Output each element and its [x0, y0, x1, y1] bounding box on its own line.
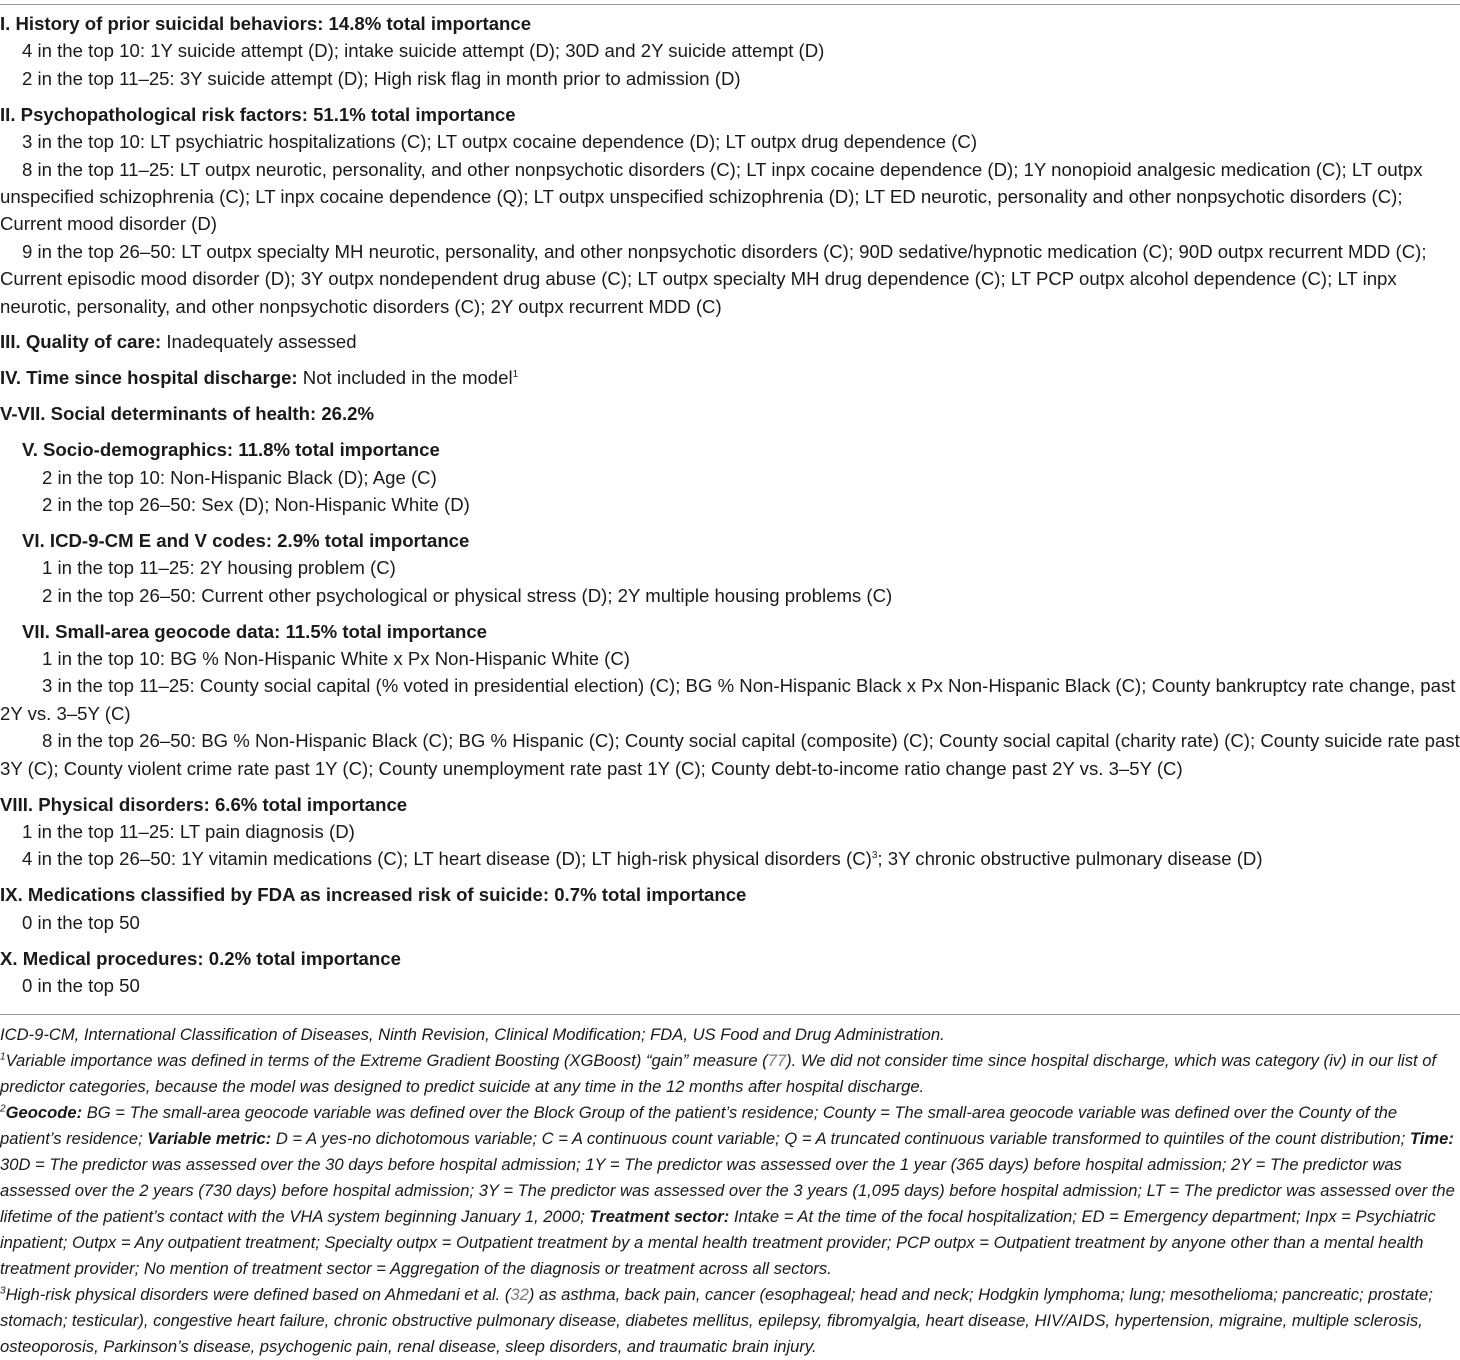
section-7-line: 1 in the top 10: BG % Non-Hispanic White x Px Non-Hispanic White (C)	[42, 648, 630, 670]
footnote-3-mark: 3	[0, 1285, 6, 1297]
table-body	[0, 10, 1460, 1008]
footnote-1-mark: 1	[0, 1051, 6, 1063]
footnote-3-text: ) as asthma, back pain, cancer (esophageal; head and neck; Hodgkin lymphoma; lung; mesothelioma; pancreatic; prostate; stomach; testicular), congestive heart failure, chronic obstructive pulmonary disease, diabetes mellitus, epilepsy, fibromyalgia, heart disease, HIV/AIDS, hypertension, migraine, multiple sclerosis, osteoporosis, Parkinson’s disease, psychogenic pain, renal disease, sleep disorders, and traumatic brain injury.	[0, 1285, 1433, 1356]
section-6-line: 1 in the top 11–25: 2Y housing problem (C)	[42, 557, 396, 579]
section-1-header: I. History of prior suicidal behaviors: 14.8% total importance	[0, 13, 532, 34]
section-9	[0, 881, 1460, 936]
section-5-line: 2 in the top 26–50: Sex (D); Non-Hispanic White (D)	[42, 494, 470, 515]
section-2-line: 9 in the top 26–50: LT outpx specialty MH neurotic, personality, and other nonpsychotic disorders (C); 90D sedative/hypnotic medication (C); 90D outpx recurrent MDD (C); Current episodic mood disorder (D); 3Y outpx nondependent drug abuse (C); LT outpx specialty MH drug dependence (C); LT PCP outpx alcohol dependence (C); LT inpx neurotic, personality, and other nonpsychotic disorders (C); 2Y outpx recurrent MDD (C)	[0, 240, 1427, 317]
top-rule	[0, 4, 1460, 5]
metric-label: Variable metric:	[147, 1129, 272, 1148]
footnote-3	[0, 1282, 1460, 1360]
section-8-line	[22, 845, 1460, 872]
section-8	[0, 791, 1460, 873]
footnote-1-text: ). We did not consider time since hospital discharge, which was category (iv) in our list of predictor categories, because the model was designed to predict suicide at any time in the 12 months after hospital discharge.	[0, 1051, 1437, 1096]
metric-text: D = A yes-no dichotomous variable; C = A continuous count variable; Q = A truncated continuous variable transformed to quintiles of the count distribution;	[271, 1129, 1410, 1148]
section-1-line: 2 in the top 11–25: 3Y suicide attempt (D); High risk flag in month prior to admission (D)	[22, 67, 741, 89]
citation-link[interactable]: 77	[767, 1051, 787, 1070]
section-7-line: 8 in the top 26–50: BG % Non-Hispanic Black (C); BG % Hispanic (C); County social capital (composite) (C); County social capital (charity rate) (C); County suicide rate past 3Y (C); County violent crime rate past 1Y (C); County unemployment rate past 1Y (C); County debt-to-income ratio change past 2Y vs. 3–5Y (C)	[0, 730, 1460, 779]
sector-text: Intake = At the time of the focal hospitalization; ED = Emergency department; Inpx = Psychiatric inpatient; Outpx = Any outpatient treatment; Specialty outpx = Outpatient treatment by a mental health treatment provider; PCP outpx = Outpatient treatment by anyone other than a mental health treatment provider; No mention of treatment sector = Aggregation of the diagnosis or treatment across all sectors.	[0, 1207, 1436, 1278]
section-8-line-part: ; 3Y chronic obstructive pulmonary disease (D)	[877, 848, 1263, 870]
section-8-line-part: 4 in the top 26–50: 1Y vitamin medications (C); LT heart disease (D); LT high-risk physical disorders (C)	[22, 848, 872, 870]
section-6-line: 2 in the top 26–50: Current other psychological or physical stress (D); 2Y multiple housing problems (C)	[42, 584, 893, 606]
geocode-label: Geocode:	[5, 1103, 83, 1122]
time-label: Time:	[1409, 1129, 1454, 1148]
section-6-header: VI. ICD-9-CM E and V codes: 2.9% total importance	[22, 529, 470, 551]
footnotes	[0, 1022, 1460, 1360]
section-1	[0, 10, 1460, 92]
section-10	[0, 945, 1460, 1000]
section-2	[0, 101, 1460, 320]
section-6	[22, 527, 1460, 609]
section-2-line: 3 in the top 10: LT psychiatric hospitalizations (C); LT outpx cocaine dependence (D); LT outpx drug dependence (C)	[22, 131, 978, 153]
section-7-line: 3 in the top 11–25: County social capital (% voted in presidential election) (C); BG % Non-Hispanic Black x Px Non-Hispanic Black (C); County bankruptcy rate change, past 2Y vs. 3–5Y (C)	[0, 675, 1456, 724]
sector-label: Treatment sector:	[589, 1207, 730, 1226]
footnote-2-mark: 2	[0, 1103, 6, 1115]
section-2-line: 8 in the top 11–25: LT outpx neurotic, personality, and other nonpsychotic disorders (C); LT inpx cocaine dependence (D); 1Y nonopioid analgesic medication (C); LT outpx unspecified schizophrenia (C); LT inpx cocaine dependence (Q); LT outpx unspecified schizophrenia (D); LT ED neurotic, personality and other nonpsychotic disorders (C); Current mood disorder (D)	[0, 158, 1423, 235]
section-7-header: VII. Small-area geocode data: 11.5% total importance	[22, 620, 487, 642]
section-5-7-header: V-VII. Social determinants of health: 26.2%	[0, 403, 375, 425]
footnote-rule	[0, 1014, 1460, 1015]
section-8-header: VIII. Physical disorders: 6.6% total importance	[0, 793, 408, 815]
section-3-header: III. Quality of care:	[0, 331, 162, 353]
section-5-header: V. Socio-demographics: 11.8% total importance	[22, 439, 440, 461]
section-4-header: IV. Time since hospital discharge:	[0, 367, 298, 389]
section-3-value: Inadequately assessed	[166, 331, 357, 353]
footnote-1-marker: 1	[512, 369, 519, 381]
section-2-header: II. Psychopathological risk factors: 51.1% total importance	[0, 103, 516, 125]
section-8-line: 1 in the top 11–25: LT pain diagnosis (D)	[22, 820, 355, 842]
section-9-header: IX. Medications classified by FDA as increased risk of suicide: 0.7% total importance	[0, 884, 747, 906]
section-5	[22, 436, 1460, 518]
section-3	[0, 328, 1460, 355]
section-9-line: 0 in the top 50	[22, 911, 140, 933]
footnote-2	[0, 1100, 1460, 1282]
section-4	[0, 364, 1460, 391]
footnote-1-text: Variable importance was defined in terms of the Extreme Gradient Boosting (XGBoost) “gain” measure (	[5, 1051, 768, 1070]
section-5-7	[0, 400, 1460, 427]
citation-link[interactable]: 32	[510, 1285, 529, 1304]
abbreviations-note: ICD-9-CM, International Classification of Diseases, Ninth Revision, Clinical Modification; FDA, US Food and Drug Administration.	[0, 1025, 945, 1044]
geocode-text: BG = The small-area geocode variable was defined over the Block Group of the patient’s residence; County = The small-area geocode variable was defined over the County of the patient’s residence;	[0, 1103, 1398, 1148]
footnote-3-text: High-risk physical disorders were defined based on Ahmedani et al. (	[5, 1285, 511, 1304]
footnote-3-marker: 3	[871, 850, 878, 862]
footnote-1	[0, 1048, 1460, 1100]
section-7	[0, 618, 1460, 782]
time-text: 30D = The predictor was assessed over the 30 days before hospital admission; 1Y = The predictor was assessed over the 1 year (365 days) before hospital admission; 2Y = The predictor was assessed over the 2 years (730 days) before hospital admission; 3Y = The predictor was assessed over the 3 years (1,095 days) before hospital admission; LT = The predictor was assessed over the lifetime of the patient’s contact with the VHA system beginning January 1, 2000;	[0, 1155, 1455, 1226]
section-10-line: 0 in the top 50	[22, 975, 140, 996]
section-1-line: 4 in the top 10: 1Y suicide attempt (D); intake suicide attempt (D); 30D and 2Y suicide attempt (D)	[22, 40, 825, 62]
section-5-line: 2 in the top 10: Non-Hispanic Black (D); Age (C)	[42, 466, 437, 488]
section-4-value: Not included in the model	[302, 367, 513, 389]
section-10-header: X. Medical procedures: 0.2% total importance	[0, 947, 401, 969]
